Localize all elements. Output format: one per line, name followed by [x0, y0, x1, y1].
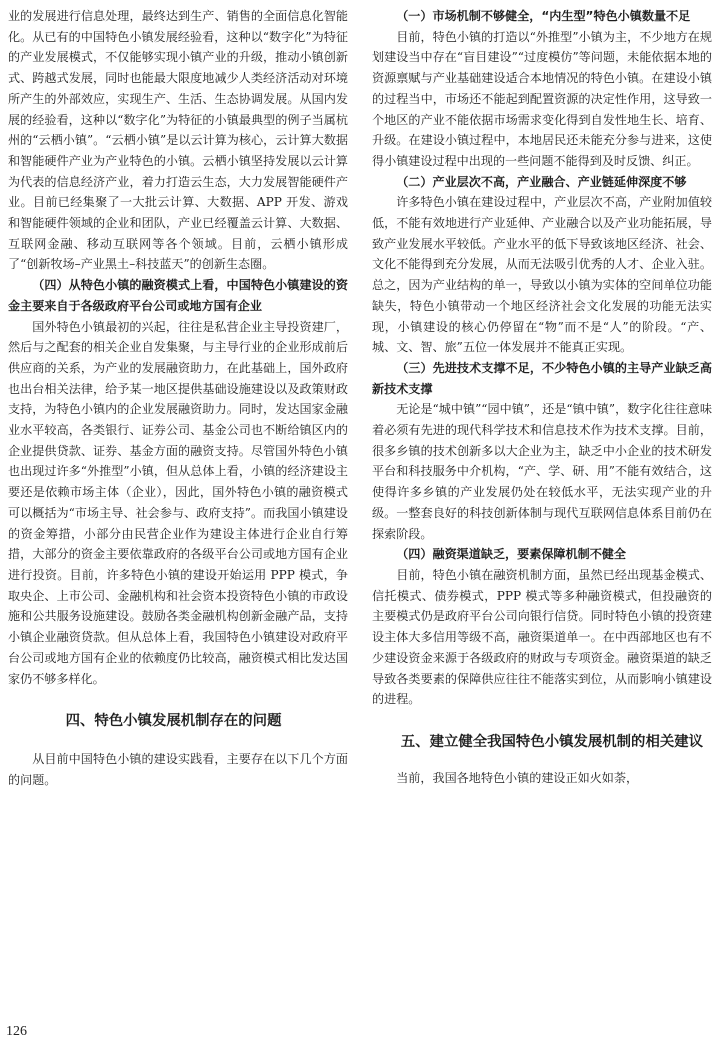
subsection-heading-4: （四）融资渠道缺乏，要素保障机制不健全	[396, 547, 626, 562]
body-paragraph: 国外特色小镇最初的兴起，往往是私营企业主导投资建厂，然后与之配套的相关企业自发集聚，与主导行业的企业形成前后供应商的关系，为产业的发展融资助力，在此基础上，国外政府也出台相关法律，给予某一地区提供基础设施建设以及政策财政支持，为特色小镇内的企业发展融资助力。同时，发达国家金融业水平较高，各类银行、证券公司、基金公司也不断给镇区内的企业提供贷款、证券、基金方面的融资支持。尽管国外特色小镇也出现过许多“外推型”小镇，但从总体上看，小镇的经济建设主要还是依赖市场主体（企业），因此，国外特色小镇的融资模式可以概括为“市场主导、社会参与、政府支持”。而我国小镇建设的资金筹措，小部分由民营企业作为建设主体进行企业自行筹措，大部分的资金主要依靠政府的各级平台公司或地方国有企业进行投资。目前，许多特色小镇的建设开始运用 PPP 模式，争取央企、上市公司、金融机构和社会资本投资特色小镇的市政设施和公共服务设施建设。鼓励各类金融机构创新金融产品，支持小镇企业融资贷款。但从总体上看，我国特色小镇建设对政府平台公司或地方国有企业的依赖度仍比较高，融资模式相比发达国家仍不够多样化。	[8, 319, 348, 686]
body-paragraph: 无论是“城中镇”“园中镇”，还是“镇中镇”，数字化往往意味着必须有先进的现代科学技术和信息技术作为技术支撑。目前，很多乡镇的技术创新多以大企业为主，缺乏中小企业的技术研发平台和科技服务中介机构，“产、学、研、用”不能有效结合，这使得许多乡镇的产业发展仍处在较低水平，无法实现产业的升级。一整套良好的科技创新体制与现代互联网信息体系目前仍在探索阶段。	[372, 402, 712, 541]
section-heading-4: 四、特色小镇发展机制存在的问题	[65, 713, 282, 730]
page-number: 126	[6, 1024, 27, 1039]
section-heading-5: 五、建立健全我国特色小镇发展机制的相关建议	[400, 733, 704, 750]
subsection-heading-2: （二）产业层次不高，产业融合、产业链延伸深度不够	[396, 174, 687, 189]
subsection-heading-3: （三）先进技术支撑不足，不少特色小镇的主导产业缺乏高新技术支撑	[372, 360, 712, 396]
left-column	[8, 6, 348, 791]
body-paragraph: 从目前中国特色小镇的建设实践看，主要存在以下几个方面的问题。	[8, 752, 348, 787]
body-paragraph: 许多特色小镇在建设过程中，产业层次不高，产业附加值较低，不能有效地进行产业延伸、产业融合以及产业功能拓展，导致产业发展水平较低。产业水平的低下导致该地区经济、社会、文化不能得到充分发展，从而无法吸引优秀的人才、企业入驻。总之，因为产业结构的单一，导致以小镇为实体的空间单位功能缺失，特色小镇带动一个地区经济社会文化发展的功能无法实现，小镇建设的核心仍停留在“物”而不是“人”的阶段。“产、城、文、智、旅”五位一体发展并不能真正实现。	[372, 195, 712, 355]
body-paragraph: 当前，我国各地特色小镇的建设正如火如荼，	[396, 770, 639, 785]
subsection-heading-4: （四）从特色小镇的融资模式上看，中国特色小镇建设的资金主要来自于各级政府平台公司或地方国有企业	[8, 278, 348, 313]
body-paragraph: 目前，特色小镇的打造以“外推型”小镇为主，不少地方在规划建设当中存在“盲目建设”“过度模仿”等问题，未能依据本地的资源禀赋与产业基础建设适合本地情况的特色小镇。在建设小镇的过程当中，市场还不能起到配置资源的决定性作用，这导致一个地区的产业不能依据市场需求变化得到自发性地生长、培育、升级。在建设小镇过程中，本地居民还未能充分参与进来，这使得小镇建设过程中出现的一些问题不能得到及时反馈、纠正。	[372, 29, 712, 168]
right-column	[372, 6, 712, 789]
body-paragraph: 目前，特色小镇在融资机制方面，虽然已经出现基金模式、信托模式、债券模式，PPP 模式等多种融资模式，但投融资的主要模式仍是政府平台公司向银行信贷。同时特色小镇的投资建设主体大多信用等级不高，融资渠道单一。在中西部地区也有不少建设资金来源于各级政府的财政与专项资金。融资渠道的缺乏导致各类要素的保障供应往往不能落实到位，从而影响小镇建设的进程。	[372, 567, 712, 707]
body-paragraph: 业的发展进行信息处理，最终达到生产、销售的全面信息化智能化。从已有的中国特色小镇发展经验看，这种以“数字化”为特征的产业发展模式，不仅能够实现小镇产业的升级，推动小镇创新式、跨越式发展，同时也能最大限度地减少人类经济活动对环境所产生的外部效应，实现生产、生活、生态协调发展。从国内发展的经验看，这种以“数字化”为特征的小镇最典型的例子当属杭州的“云栖小镇”。“云栖小镇”是以云计算为核心，云计算大数据和智能硬件产业为产业特色的小镇。云栖小镇坚持发展以云计算为代表的信息经济产业，着力打造云生态，大力发展智能硬件产业。目前已经集聚了一大批云计算、大数据、APP 开发、游戏和智能硬件领域的企业和团队，产业已经覆盖云计算、大数据、互联网金融、移动互联网等各个领域。目前，云栖小镇形成了“创新牧场–产业黑土–科技蓝天”的创新生态圈。	[8, 9, 348, 272]
subsection-heading-1: （一）市场机制不够健全，“内生型”特色小镇数量不足	[396, 9, 691, 23]
